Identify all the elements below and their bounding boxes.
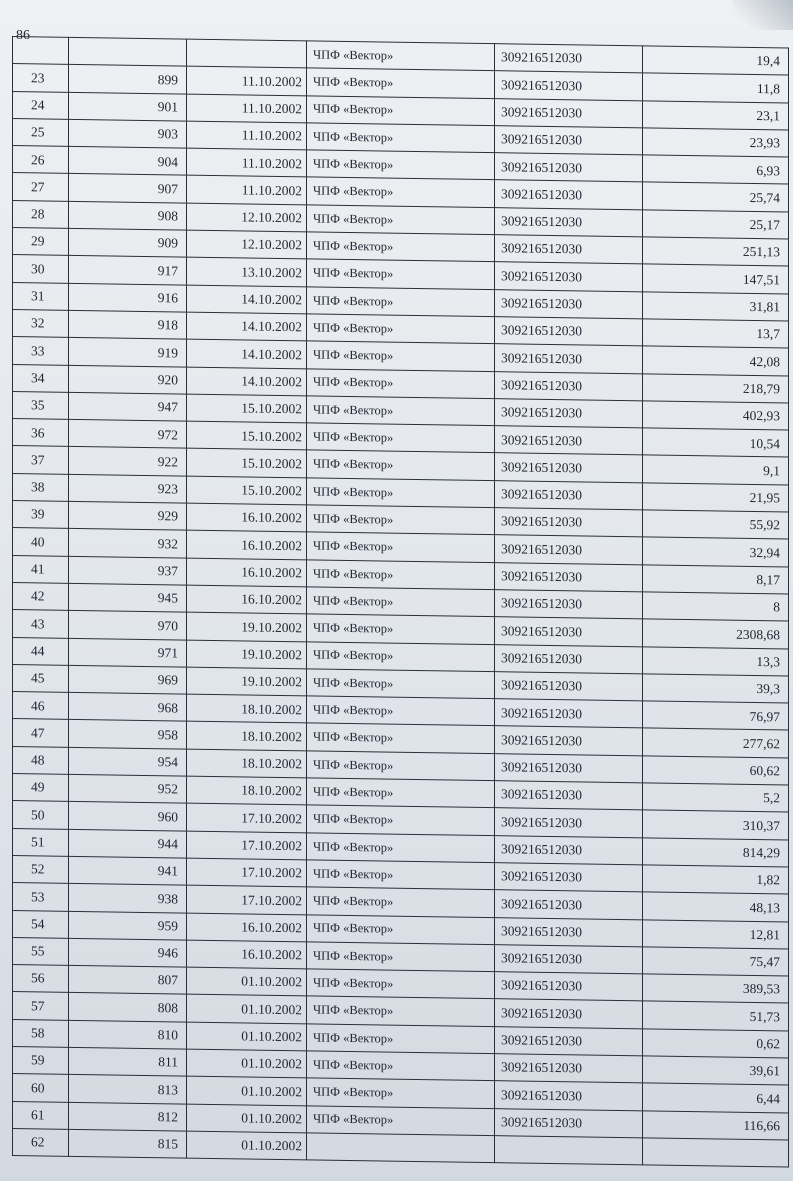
amount-cell: 19,4 [643, 46, 789, 75]
organization-cell: ЧПФ «Вектор» [307, 1078, 495, 1108]
amount-cell: 277,62 [643, 728, 789, 757]
code-cell: 309216512030 [495, 890, 643, 919]
date-cell: 15.10.2002 [187, 421, 307, 450]
row-number-cell: 36 [13, 419, 69, 447]
code-cell: 309216512030 [495, 1081, 643, 1110]
doc-number-cell: 922 [69, 447, 187, 476]
organization-cell: ЧПФ «Вектор» [307, 259, 495, 289]
date-cell: 11.10.2002 [187, 176, 307, 205]
organization-cell: ЧПФ «Вектор» [307, 641, 495, 671]
organization-cell: ЧПФ «Вектор» [307, 368, 495, 398]
date-cell: 14.10.2002 [187, 367, 307, 396]
amount-cell: 25,17 [643, 210, 789, 239]
date-cell: 12.10.2002 [187, 203, 307, 232]
row-number-cell: 42 [13, 582, 69, 610]
row-number-cell: 40 [13, 528, 69, 556]
amount-cell: 25,74 [643, 182, 789, 211]
organization-cell: ЧПФ «Вектор» [307, 942, 495, 972]
amount-cell: 60,62 [643, 756, 789, 785]
doc-number-cell: 959 [69, 911, 187, 940]
row-number-cell: 55 [13, 937, 69, 965]
row-number-cell: 46 [13, 692, 69, 720]
doc-number-cell: 815 [69, 1129, 187, 1158]
code-cell: 309216512030 [495, 153, 643, 182]
amount-cell: 6,44 [643, 1083, 789, 1112]
organization-cell: ЧПФ «Вектор» [307, 123, 495, 153]
amount-cell: 5,2 [643, 783, 789, 812]
amount-cell: 23,93 [643, 128, 789, 157]
amount-cell: 8 [643, 592, 789, 621]
row-number-cell: 50 [13, 801, 69, 829]
doc-number-cell: 969 [69, 665, 187, 694]
amount-cell: 402,93 [643, 401, 789, 430]
organization-cell: ЧПФ «Вектор» [307, 532, 495, 562]
date-cell: 18.10.2002 [187, 749, 307, 778]
doc-number-cell: 952 [69, 774, 187, 803]
code-cell: 309216512030 [495, 808, 643, 837]
organization-cell: ЧПФ «Вектор» [307, 723, 495, 753]
amount-cell: 0,62 [643, 1029, 789, 1058]
amount-cell: 9,1 [643, 455, 789, 484]
organization-cell: ЧПФ «Вектор» [307, 505, 495, 535]
code-cell: 309216512030 [495, 944, 643, 973]
organization-cell: ЧПФ «Вектор» [307, 314, 495, 344]
amount-cell: 75,47 [643, 947, 789, 976]
row-number-cell: 24 [13, 91, 69, 119]
code-cell: 309216512030 [495, 671, 643, 700]
date-cell: 16.10.2002 [187, 585, 307, 614]
doc-number-cell: 909 [69, 228, 187, 257]
date-cell: 16.10.2002 [187, 558, 307, 587]
row-number-cell: 27 [13, 173, 69, 201]
organization-cell: ЧПФ «Вектор» [307, 287, 495, 317]
code-cell: 309216512030 [495, 1108, 643, 1137]
code-cell: 309216512030 [495, 44, 643, 73]
organization-cell: ЧПФ «Вектор» [307, 177, 495, 207]
amount-cell: 21,95 [643, 483, 789, 512]
doc-number-cell: 813 [69, 1075, 187, 1104]
code-cell: 309216512030 [495, 508, 643, 537]
code-cell: 309216512030 [495, 1026, 643, 1055]
row-number-cell: 47 [13, 719, 69, 747]
date-cell: 01.10.2002 [187, 1131, 307, 1160]
code-cell: 309216512030 [495, 317, 643, 346]
doc-number-cell: 899 [69, 65, 187, 94]
date-cell: 01.10.2002 [187, 1104, 307, 1133]
code-cell: 309216512030 [495, 617, 643, 646]
row-number-cell: 49 [13, 774, 69, 802]
date-cell: 12.10.2002 [187, 230, 307, 259]
code-cell: 309216512030 [495, 535, 643, 564]
code-cell: 309216512030 [495, 835, 643, 864]
date-cell: 19.10.2002 [187, 612, 307, 641]
date-cell: 01.10.2002 [187, 1076, 307, 1105]
doc-number-cell: 901 [69, 92, 187, 121]
amount-cell: 1,82 [643, 865, 789, 894]
code-cell: 309216512030 [495, 917, 643, 946]
organization-cell: ЧПФ «Вектор» [307, 396, 495, 426]
page-number: 86 [16, 28, 30, 43]
organization-cell: ЧПФ «Вектор» [307, 341, 495, 371]
organization-cell: ЧПФ «Вектор» [307, 832, 495, 862]
row-number-cell [13, 37, 69, 65]
doc-number-cell: 920 [69, 365, 187, 394]
row-number-cell: 31 [13, 282, 69, 310]
row-number-cell: 52 [13, 855, 69, 883]
organization-cell: ЧПФ «Вектор» [307, 614, 495, 644]
organization-cell: ЧПФ «Вектор» [307, 1051, 495, 1081]
code-cell: 309216512030 [495, 371, 643, 400]
code-cell: 309216512030 [495, 781, 643, 810]
organization-cell: ЧПФ «Вектор» [307, 150, 495, 180]
code-cell: 309216512030 [495, 999, 643, 1028]
date-cell: 15.10.2002 [187, 449, 307, 478]
amount-cell: 51,73 [643, 1001, 789, 1030]
date-cell: 17.10.2002 [187, 885, 307, 914]
row-number-cell: 39 [13, 501, 69, 529]
doc-number-cell: 810 [69, 1020, 187, 1049]
doc-number-cell: 937 [69, 556, 187, 585]
date-cell: 17.10.2002 [187, 803, 307, 832]
amount-cell: 31,81 [643, 292, 789, 321]
amount-cell: 2308,68 [643, 619, 789, 648]
organization-cell: ЧПФ «Вектор» [307, 450, 495, 480]
date-cell: 16.10.2002 [187, 530, 307, 559]
doc-number-cell: 918 [69, 310, 187, 339]
organization-cell: ЧПФ «Вектор» [307, 95, 495, 125]
code-cell: 309216512030 [495, 863, 643, 892]
row-number-cell: 26 [13, 146, 69, 174]
ledger-body [13, 37, 789, 1168]
row-number-cell: 35 [13, 391, 69, 419]
amount-cell: 39,61 [643, 1056, 789, 1085]
row-number-cell: 25 [13, 118, 69, 146]
date-cell: 16.10.2002 [187, 940, 307, 969]
date-cell: 15.10.2002 [187, 394, 307, 423]
code-cell [495, 1136, 643, 1165]
organization-cell: ЧПФ «Вектор» [307, 68, 495, 98]
doc-number-cell: 807 [69, 965, 187, 994]
row-number-cell: 43 [13, 610, 69, 638]
doc-number-cell: 907 [69, 174, 187, 203]
date-cell: 16.10.2002 [187, 503, 307, 532]
amount-cell: 8,17 [643, 564, 789, 593]
row-number-cell: 38 [13, 473, 69, 501]
date-cell: 17.10.2002 [187, 858, 307, 887]
row-number-cell: 34 [13, 364, 69, 392]
date-cell: 13.10.2002 [187, 257, 307, 286]
date-cell: 01.10.2002 [187, 994, 307, 1023]
date-cell: 01.10.2002 [187, 1022, 307, 1051]
doc-number-cell [69, 37, 187, 66]
organization-cell: ЧПФ «Вектор» [307, 751, 495, 781]
organization-cell: ЧПФ «Вектор» [307, 1105, 495, 1135]
organization-cell: ЧПФ «Вектор» [307, 41, 495, 71]
doc-number-cell: 932 [69, 529, 187, 558]
row-number-cell: 58 [13, 1019, 69, 1047]
organization-cell: ЧПФ «Вектор» [307, 423, 495, 453]
organization-cell: ЧПФ «Вектор» [307, 587, 495, 617]
organization-cell: ЧПФ «Вектор» [307, 887, 495, 917]
amount-cell: 147,51 [643, 264, 789, 293]
code-cell: 309216512030 [495, 726, 643, 755]
row-number-cell: 53 [13, 883, 69, 911]
code-cell: 309216512030 [495, 699, 643, 728]
organization-cell [307, 1133, 495, 1163]
doc-number-cell: 954 [69, 747, 187, 776]
row-number-cell: 23 [13, 64, 69, 92]
doc-number-cell: 946 [69, 938, 187, 967]
doc-number-cell: 947 [69, 392, 187, 421]
doc-number-cell: 903 [69, 119, 187, 148]
doc-number-cell: 945 [69, 583, 187, 612]
amount-cell: 218,79 [643, 373, 789, 402]
doc-number-cell: 808 [69, 993, 187, 1022]
ledger-table [12, 36, 789, 1168]
row-number-cell: 60 [13, 1074, 69, 1102]
date-cell: 19.10.2002 [187, 640, 307, 669]
code-cell: 309216512030 [495, 590, 643, 619]
date-cell [187, 39, 307, 68]
doc-number-cell: 923 [69, 474, 187, 503]
date-cell: 11.10.2002 [187, 121, 307, 150]
amount-cell: 10,54 [643, 428, 789, 457]
date-cell: 14.10.2002 [187, 339, 307, 368]
amount-cell: 39,3 [643, 674, 789, 703]
organization-cell: ЧПФ «Вектор» [307, 1024, 495, 1054]
doc-number-cell: 972 [69, 419, 187, 448]
doc-number-cell: 941 [69, 856, 187, 885]
code-cell: 309216512030 [495, 399, 643, 428]
row-number-cell: 28 [13, 200, 69, 228]
organization-cell: ЧПФ «Вектор» [307, 205, 495, 235]
date-cell: 17.10.2002 [187, 831, 307, 860]
code-cell: 309216512030 [495, 262, 643, 291]
organization-cell: ЧПФ «Вектор» [307, 232, 495, 262]
doc-number-cell: 944 [69, 829, 187, 858]
row-number-cell: 33 [13, 337, 69, 365]
organization-cell: ЧПФ «Вектор» [307, 669, 495, 699]
row-number-cell: 29 [13, 228, 69, 256]
row-number-cell: 51 [13, 828, 69, 856]
doc-number-cell: 929 [69, 501, 187, 530]
date-cell: 11.10.2002 [187, 66, 307, 95]
organization-cell: ЧПФ «Вектор» [307, 914, 495, 944]
doc-number-cell: 968 [69, 692, 187, 721]
row-number-cell: 37 [13, 446, 69, 474]
code-cell: 309216512030 [495, 644, 643, 673]
row-number-cell: 56 [13, 965, 69, 993]
amount-cell: 76,97 [643, 701, 789, 730]
organization-cell: ЧПФ «Вектор» [307, 696, 495, 726]
doc-number-cell: 970 [69, 611, 187, 640]
organization-cell: ЧПФ «Вектор» [307, 778, 495, 808]
amount-cell: 13,7 [643, 319, 789, 348]
row-number-cell: 30 [13, 255, 69, 283]
amount-cell: 55,92 [643, 510, 789, 539]
amount-cell: 12,81 [643, 919, 789, 948]
amount-cell: 389,53 [643, 974, 789, 1003]
row-number-cell: 59 [13, 1046, 69, 1074]
amount-cell: 32,94 [643, 537, 789, 566]
date-cell: 18.10.2002 [187, 776, 307, 805]
organization-cell: ЧПФ «Вектор» [307, 996, 495, 1026]
row-number-cell: 62 [13, 1128, 69, 1156]
row-number-cell: 57 [13, 992, 69, 1020]
code-cell: 309216512030 [495, 180, 643, 209]
code-cell: 309216512030 [495, 1054, 643, 1083]
row-number-cell: 45 [13, 664, 69, 692]
code-cell: 309216512030 [495, 207, 643, 236]
amount-cell: 23,1 [643, 100, 789, 129]
code-cell: 309216512030 [495, 344, 643, 373]
amount-cell: 310,37 [643, 810, 789, 839]
code-cell: 309216512030 [495, 453, 643, 482]
doc-number-cell: 958 [69, 720, 187, 749]
row-number-cell: 32 [13, 309, 69, 337]
doc-number-cell: 919 [69, 338, 187, 367]
code-cell: 309216512030 [495, 426, 643, 455]
organization-cell: ЧПФ «Вектор» [307, 805, 495, 835]
organization-cell: ЧПФ «Вектор» [307, 860, 495, 890]
doc-number-cell: 960 [69, 802, 187, 831]
code-cell: 309216512030 [495, 289, 643, 318]
row-number-cell: 54 [13, 910, 69, 938]
amount-cell: 116,66 [643, 1110, 789, 1139]
doc-number-cell: 916 [69, 283, 187, 312]
amount-cell: 42,08 [643, 346, 789, 375]
code-cell: 309216512030 [495, 71, 643, 100]
date-cell: 18.10.2002 [187, 722, 307, 751]
organization-cell: ЧПФ «Вектор» [307, 560, 495, 590]
date-cell: 11.10.2002 [187, 94, 307, 123]
code-cell: 309216512030 [495, 753, 643, 782]
amount-cell: 13,3 [643, 646, 789, 675]
row-number-cell: 61 [13, 1101, 69, 1129]
doc-number-cell: 904 [69, 147, 187, 176]
amount-cell: 6,93 [643, 155, 789, 184]
date-cell: 19.10.2002 [187, 667, 307, 696]
doc-number-cell: 917 [69, 256, 187, 285]
code-cell: 309216512030 [495, 480, 643, 509]
doc-number-cell: 908 [69, 201, 187, 230]
code-cell: 309216512030 [495, 126, 643, 155]
amount-cell: 48,13 [643, 892, 789, 921]
doc-number-cell: 811 [69, 1047, 187, 1076]
amount-cell [643, 1138, 789, 1167]
doc-number-cell: 938 [69, 884, 187, 913]
amount-cell: 814,29 [643, 837, 789, 866]
row-number-cell: 41 [13, 555, 69, 583]
doc-number-cell: 812 [69, 1102, 187, 1131]
date-cell: 14.10.2002 [187, 312, 307, 341]
organization-cell: ЧПФ «Вектор» [307, 478, 495, 508]
row-number-cell: 48 [13, 746, 69, 774]
doc-number-cell: 971 [69, 638, 187, 667]
date-cell: 15.10.2002 [187, 476, 307, 505]
code-cell: 309216512030 [495, 972, 643, 1001]
date-cell: 01.10.2002 [187, 1049, 307, 1078]
code-cell: 309216512030 [495, 98, 643, 127]
code-cell: 309216512030 [495, 235, 643, 264]
date-cell: 14.10.2002 [187, 285, 307, 314]
date-cell: 11.10.2002 [187, 148, 307, 177]
organization-cell: ЧПФ «Вектор» [307, 969, 495, 999]
code-cell: 309216512030 [495, 562, 643, 591]
date-cell: 18.10.2002 [187, 694, 307, 723]
date-cell: 01.10.2002 [187, 967, 307, 996]
amount-cell: 251,13 [643, 237, 789, 266]
date-cell: 16.10.2002 [187, 913, 307, 942]
row-number-cell: 44 [13, 637, 69, 665]
amount-cell: 11,8 [643, 73, 789, 102]
